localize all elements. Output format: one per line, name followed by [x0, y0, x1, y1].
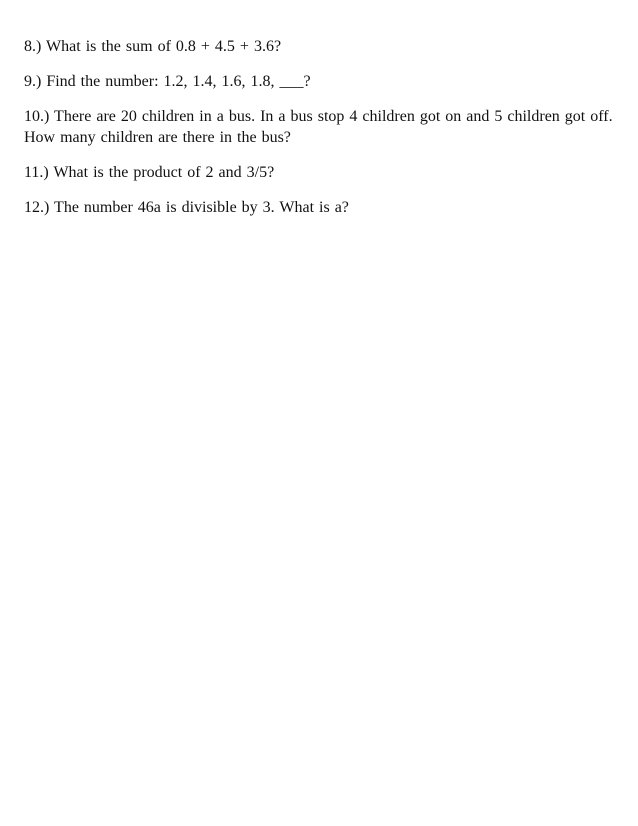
- question-8: 8.) What is the sum of 0.8 + 4.5 + 3.6?: [24, 38, 282, 55]
- question-list: [24, 36, 614, 232]
- question-12: 12.) The number 46a is divisible by 3. What is a?: [24, 199, 349, 216]
- question-9: 9.) Find the number: 1.2, 1.4, 1.6, 1.8, ___?: [24, 73, 311, 90]
- question-10: 10.) There are 20 children in a bus. In a bus stop 4 children got on and 5 children got off. How many children are there in the bus?: [24, 108, 613, 146]
- question-11: 11.) What is the product of 2 and 3/5?: [24, 164, 275, 181]
